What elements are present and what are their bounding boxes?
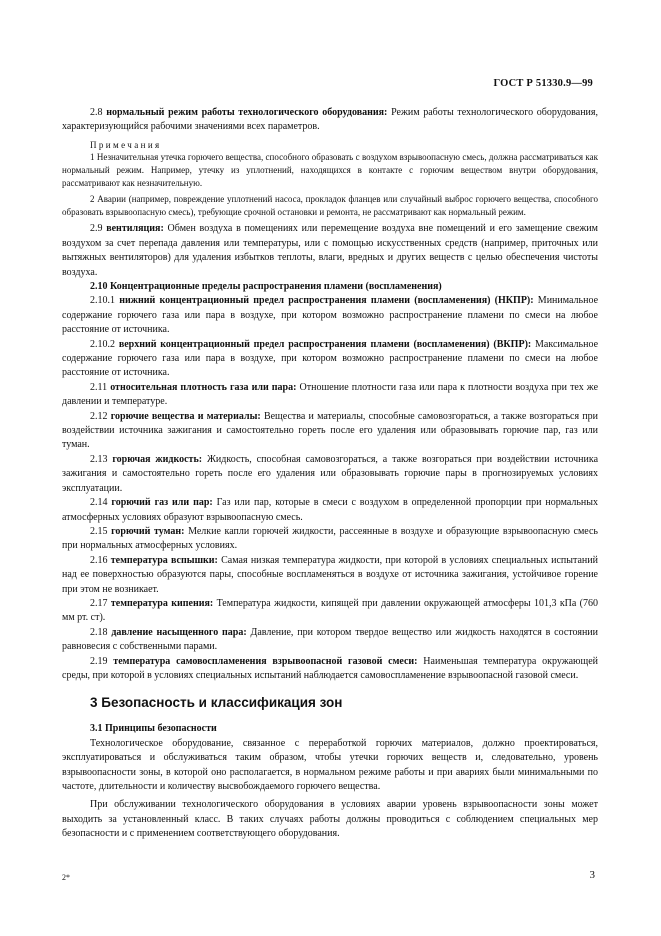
page-number: 3 (589, 869, 595, 881)
document-body (62, 106, 598, 842)
sheet-mark: 2* (62, 873, 70, 882)
clause-2-10-2: 2.10.2 верхний концентрационный предел распространения пламени (воспламенения) (ВКПР): Максимальное содержание горючего газа или пара в воздухе, при котором возможно распространение пламени по смеси на любое расстояние от источника. (62, 338, 599, 379)
clause-2-16: 2.16 температура вспышки: Самая низкая температура жидкости, при которой в условиях специальных испытаний над ее поверхностью образуются пары, способные воспламеняться в воздухе от источника зажигания, устойчивое горение при этом не возникает. (62, 554, 598, 595)
note-1: 1 Незначительная утечка горючего вещества, способного образовать с воздухом взрывоопасную смесь, должна рассматриваться как нормальный режим. Например, утечку из уплотнений, находящихся в контакте с горючим веществом внутри оборудования, рассматривают как незначительную. (62, 152, 598, 188)
clause-2-12: 2.12 горючие вещества и материалы: Вещества и материалы, способные самовозгораться, а также возгораться при воздействии источника зажигания и самостоятельно гореть после его удаления или образовывать горючие пар, газ или туман. (62, 410, 599, 451)
term: температура вспышки: (110, 554, 218, 566)
section-3-1-paragraph-1: Технологическое оборудование, связанное с переработкой горючих материалов, должно проектироваться, эксплуатироваться и обслуживаться таким образом, чтобы утечки горючих веществ и, следовательно, уровень взрывоопасности зоны, в которой оно располагается, в нормальном режиме работы и при авариях были минимальными по частоте, длительности и количеству высвобождаемого горючего вещества. (62, 737, 598, 792)
clause-2-10-title: 2.10 Концентрационные пределы распространения пламени (воспламенения) (90, 281, 442, 292)
document-id: ГОСТ Р 51330.9—99 (493, 78, 593, 89)
term: горючий туман: (111, 525, 185, 537)
clause-2-15: 2.15 горючий туман: Мелкие капли горючей жидкости, рассеянные в воздухе и образующие взрывоопасную смесь при нормальных атмосферных условиях. (62, 525, 598, 552)
notes-title: Примечания (90, 139, 162, 150)
note-2: 2 Аварии (например, повреждение уплотнений насоса, прокладок фланцев или случайный выброс горючего вещества, способного образовать взрывоопасную смесь), требующие срочной остановки и ремонта, не рассматривают как нормальный режим. (62, 194, 598, 217)
term: вентиляция: (106, 223, 164, 235)
clause-2-14: 2.14 горючий газ или пар: Газ или пар, которые в смеси с воздухом в определенной пропорции при нормальных атмосферных условиях образуют взрывоопасную смесь. (62, 497, 599, 523)
term: относительная плотность газа или пара: (110, 381, 297, 393)
subsection-3-1-heading: 3.1 Принципы безопасности (90, 723, 217, 735)
term: верхний концентрационный предел распространения пламени (воспламенения) (ВКПР): (118, 338, 532, 350)
term: горючие вещества и материалы: (110, 410, 261, 422)
term: горючий газ или пар: (111, 497, 213, 509)
section-3-1-paragraph-2: При обслуживании технологического оборудования в условиях аварии уровень взрывоопасности зоны может выходить за установленный класс. В таких случаях работы должны проводиться с соблюдением специальных мер безопасности и с применением соответствующего оборудования. (62, 799, 598, 840)
clause-2-19: 2.19 температура самовоспламенения взрывоопасной газовой смеси: Наименьшая температура окружающей среды, при которой в условиях специальных испытаний наблюдается самовоспламенение взрывоопасной газовой смеси. (62, 655, 598, 681)
term: температура самовоспламенения взрывоопасной газовой смеси: (113, 655, 418, 667)
section-3-heading: 3 Безопасность и классификация зон (90, 695, 343, 711)
clause-2-8: 2.8 нормальный режим работы технологического оборудования: Режим работы технологического оборудования, характеризующийся рабочими значениями всех параметров. (62, 107, 598, 133)
clause-2-18: 2.18 давление насыщенного пара: Давление, при котором твердое вещество или жидкость находятся в состоянии равновесия с собственными парами. (62, 626, 599, 653)
term: нормальный режим работы технологического оборудования: (106, 107, 388, 118)
term: горючая жидкость: (112, 453, 203, 465)
clause-2-13: 2.13 горючая жидкость: Жидкость, способная самовозгораться, а также возгораться при воздействии источника зажигания и самостоятельно гореть после его удаления или образовывать горючие пары в прогнозируемых условиях эксплуатации. (62, 453, 599, 494)
clause-2-9: 2.9 вентиляция: Обмен воздуха в помещениях или перемещение воздуха вне помещений и его замещение свежим воздухом за счет перепада давления или температуры, или с помощью искусственных средств (например, приточных или вытяжных вентиляторов) для удаления избытков теплоты, влаги, вредных и других веществ с целью обеспечения чистоты воздуха. (62, 223, 598, 278)
clause-2-10-1: 2.10.1 нижний концентрационный предел распространения пламени (воспламенения) (НКПР): Минимальное содержание горючего газа или пара в воздухе, при котором возможно распространение пламени по смеси на любое расстояние от источника. (62, 295, 599, 336)
term: нижний концентрационный предел распространения пламени (воспламенения) (НКПР): (119, 295, 534, 307)
term: температура кипения: (110, 597, 214, 609)
clause-2-17: 2.17 температура кипения: Температура жидкости, кипящей при давлении окружающей атмосферы 101,3 кПа (760 мм рт. ст). (62, 597, 599, 624)
term: давление насыщенного пара: (111, 626, 247, 638)
clause-2-11: 2.11 относительная плотность газа или пара: Отношение плотности газа или пара к плотности воздуха при тех же давлении и температуре. (62, 381, 599, 408)
